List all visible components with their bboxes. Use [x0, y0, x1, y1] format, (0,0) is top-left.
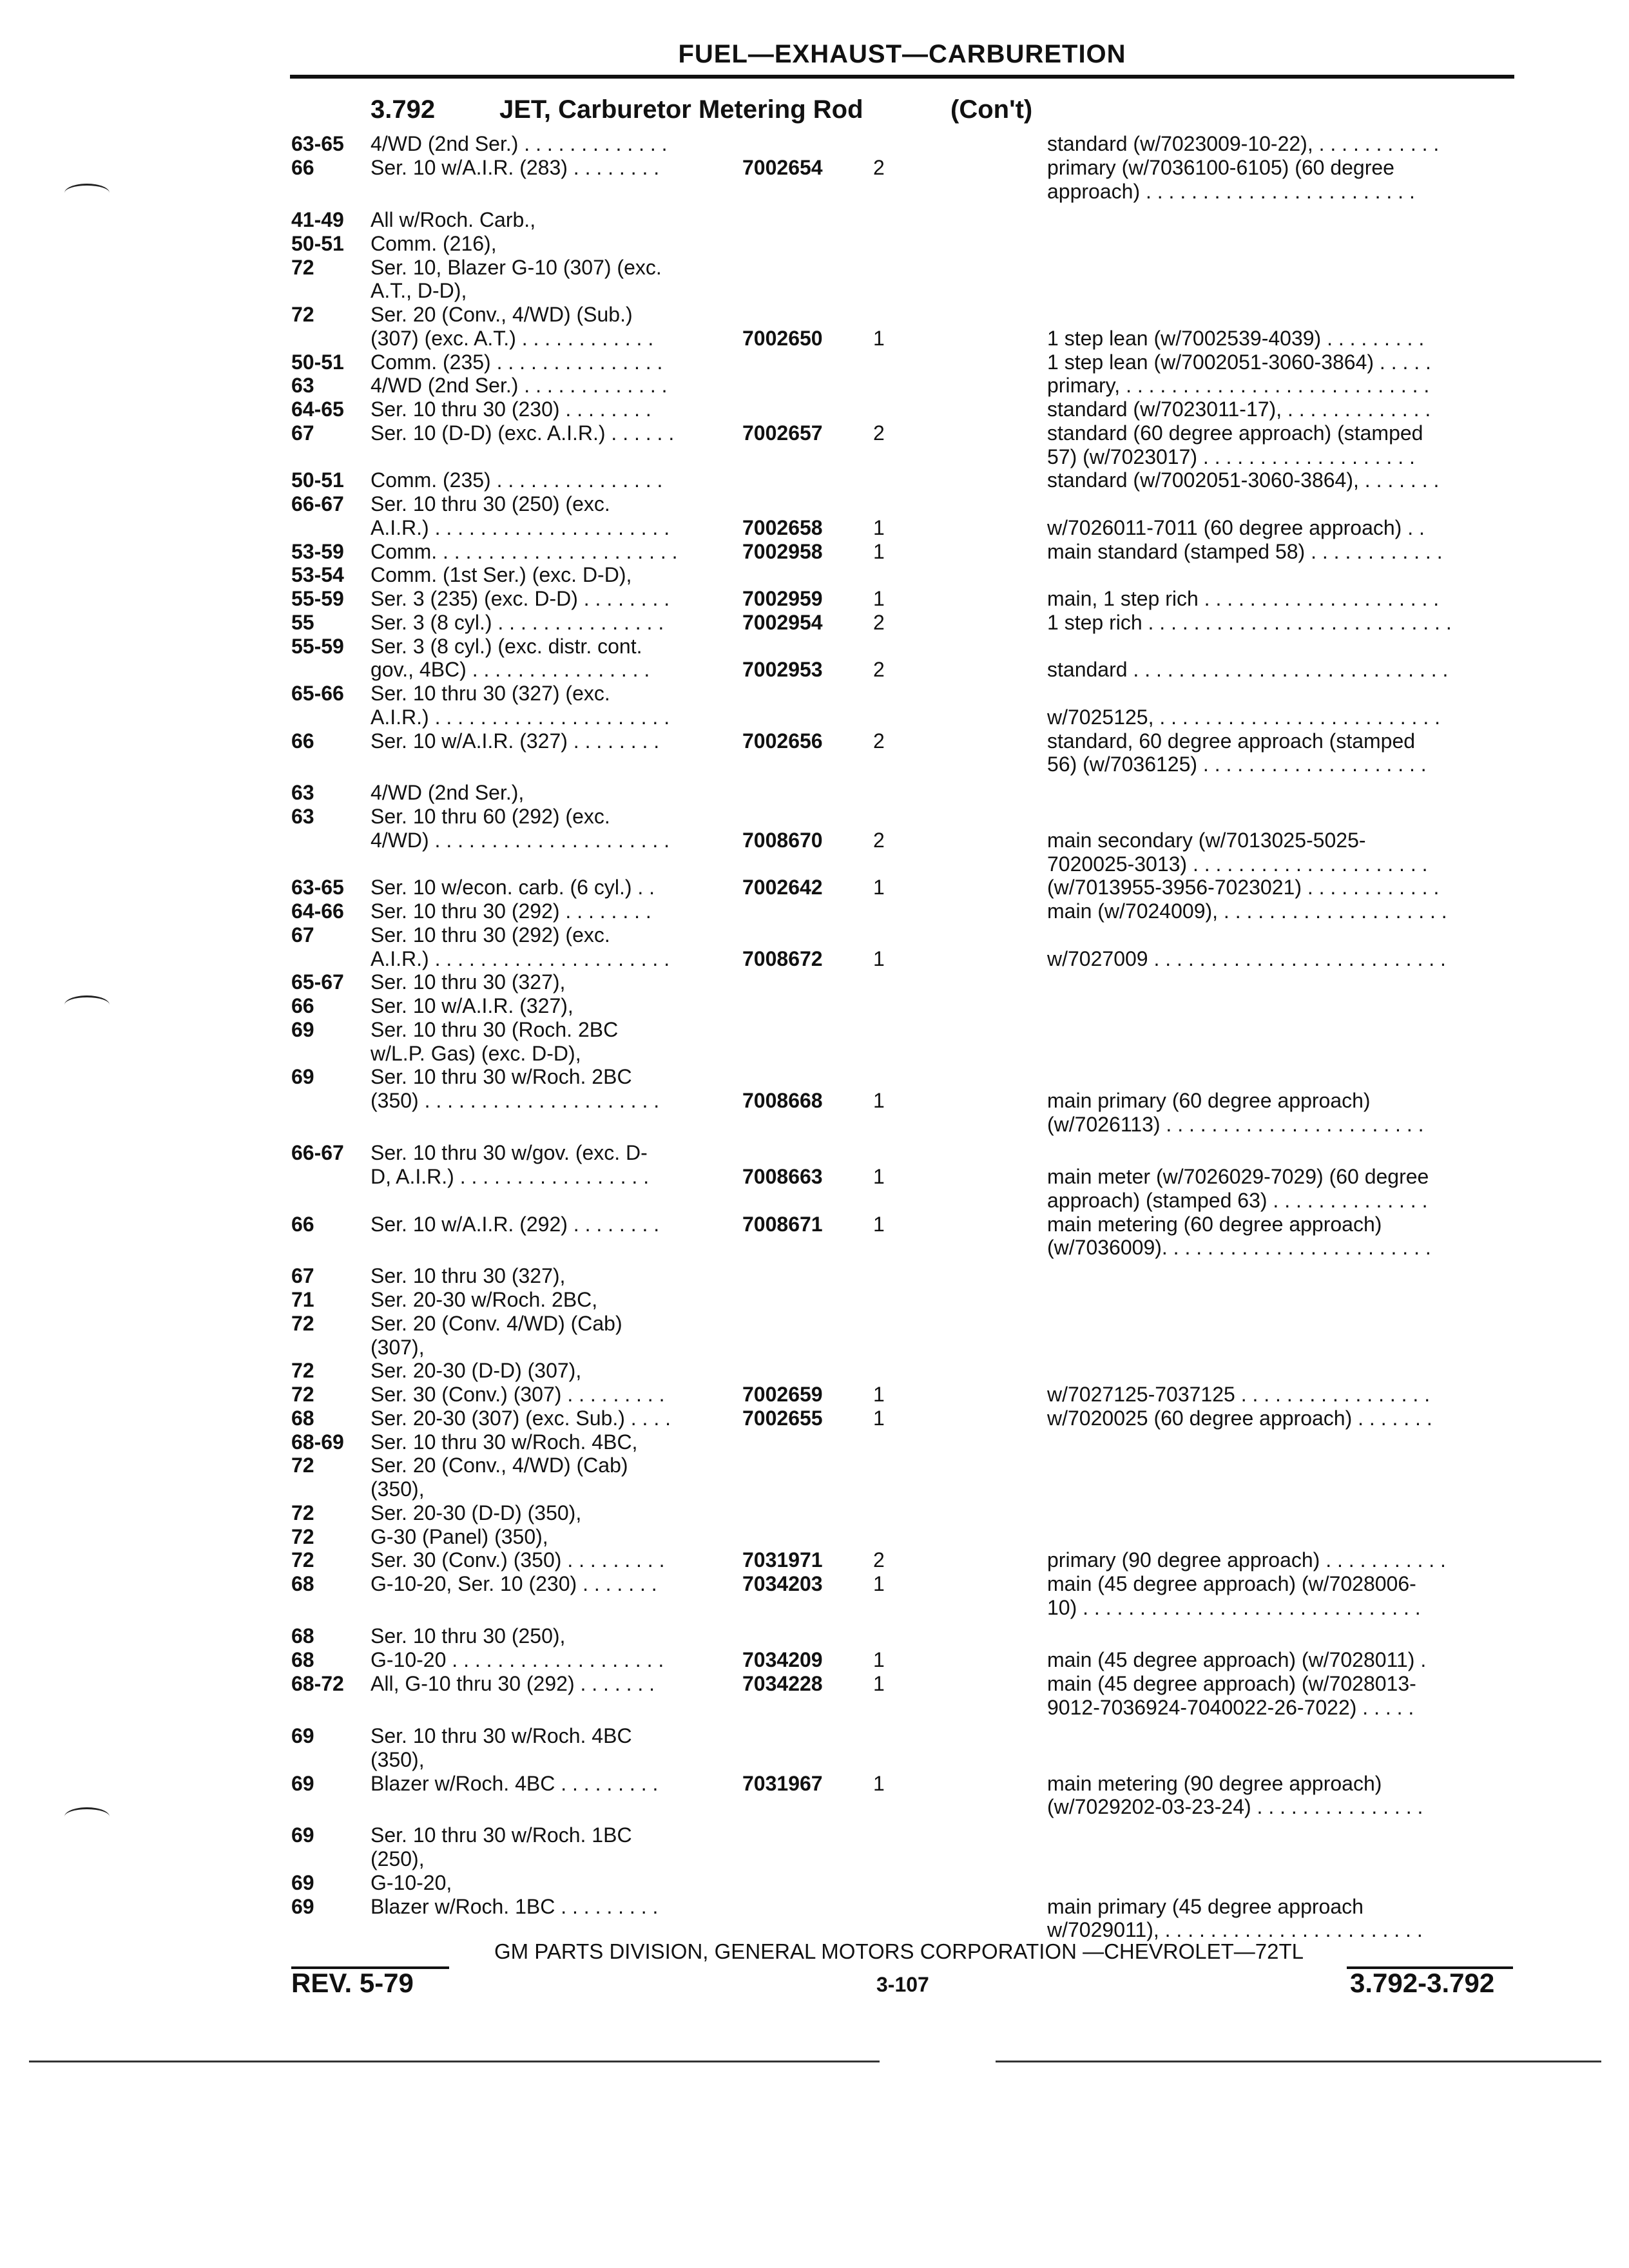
row-description: Ser. 3 (235) (exc. D-D) . . . . . . . . [371, 587, 670, 610]
row-description: Ser. 20-30 w/Roch. 2BC, [371, 1288, 598, 1311]
row-year: 63-65 [291, 876, 344, 899]
row-year: 66-67 [291, 492, 344, 515]
row-description: gov., 4BC) . . . . . . . . . . . . . . . . [371, 658, 650, 681]
row-part-number: 7002959 [742, 587, 823, 610]
row-quantity: 1 [873, 1648, 885, 1671]
row-description: Ser. 10 thru 30 w/Roch. 1BC [371, 1823, 632, 1847]
row-note: (w/7036009). . . . . . . . . . . . . . . . . . . . . . . . [1047, 1236, 1431, 1259]
row-description: Ser. 20-30 (307) (exc. Sub.) . . . . [371, 1407, 671, 1430]
row-note: primary (w/7036100-6105) (60 degree [1047, 156, 1394, 179]
row-year: 66-67 [291, 1141, 344, 1164]
row-quantity: 2 [873, 156, 885, 179]
row-description: Ser. 10 thru 30 w/Roch. 4BC [371, 1724, 632, 1747]
row-year: 63 [291, 805, 314, 828]
row-year: 63 [291, 781, 314, 804]
row-year: 69 [291, 1772, 314, 1795]
row-description: G-10-20, Ser. 10 (230) . . . . . . . [371, 1572, 657, 1595]
row-description: Ser. 30 (Conv.) (307) . . . . . . . . . [371, 1383, 665, 1406]
row-description: Ser. 10 thru 30 (327) (exc. [371, 682, 610, 705]
row-note: primary (90 degree approach) . . . . . . . . . . . [1047, 1548, 1446, 1571]
row-note: (w/7013955-3956-7023021) . . . . . . . . . . . . [1047, 876, 1440, 899]
row-description: 4/WD (2nd Ser.) . . . . . . . . . . . . . [371, 374, 668, 397]
footer-revision: REV. 5-79 [291, 1968, 414, 1998]
punch-hole-mark [64, 184, 110, 202]
row-part-number: 7008663 [742, 1165, 823, 1188]
row-note: w/7027125-7037125 . . . . . . . . . . . . . . . . . [1047, 1383, 1431, 1406]
row-description: Blazer w/Roch. 1BC . . . . . . . . . [371, 1895, 659, 1918]
row-part-number: 7031967 [742, 1772, 823, 1795]
row-note: approach) . . . . . . . . . . . . . . . . . . . . . . . . [1047, 180, 1415, 203]
row-quantity: 2 [873, 611, 885, 634]
row-year: 72 [291, 1501, 314, 1524]
row-note: w/7025125, . . . . . . . . . . . . . . . . . . . . . . . . . [1047, 706, 1440, 729]
row-description: D, A.I.R.) . . . . . . . . . . . . . . . . . [371, 1165, 650, 1188]
row-note: standard (w/7023011-17), . . . . . . . . . . . . . [1047, 398, 1431, 421]
row-description: 4/WD) . . . . . . . . . . . . . . . . . . . . . [371, 829, 670, 852]
row-note: standard, 60 degree approach (stamped [1047, 729, 1416, 753]
row-description: Ser. 10 thru 30 w/Roch. 2BC [371, 1065, 632, 1088]
row-year: 66 [291, 994, 314, 1017]
row-note: main meter (w/7026029-7029) (60 degree [1047, 1165, 1429, 1188]
row-year: 72 [291, 1312, 314, 1335]
footer-page-number: 3-107 [876, 1973, 929, 1996]
row-description: A.I.R.) . . . . . . . . . . . . . . . . . . . . . [371, 516, 670, 539]
row-year: 72 [291, 1525, 314, 1548]
row-part-number: 7002954 [742, 611, 823, 634]
row-note: (w/7029202-03-23-24) . . . . . . . . . . . . . . . [1047, 1795, 1423, 1818]
row-year: 65-66 [291, 682, 344, 705]
row-year: 66 [291, 729, 314, 753]
row-year: 64-65 [291, 398, 344, 421]
section-title: JET, Carburetor Metering Rod [499, 95, 863, 124]
row-quantity: 1 [873, 1165, 885, 1188]
row-note: 9012-7036924-7040022-26-7022) . . . . . [1047, 1696, 1414, 1719]
row-year: 68 [291, 1624, 314, 1648]
row-description: (307), [371, 1336, 425, 1359]
row-quantity: 1 [873, 327, 885, 350]
row-description: Ser. 10 thru 30 (327), [371, 1264, 566, 1287]
row-year: 53-54 [291, 563, 344, 586]
row-year: 63-65 [291, 132, 344, 155]
row-note: standard (60 degree approach) (stamped [1047, 421, 1423, 445]
row-quantity: 1 [873, 1213, 885, 1236]
row-part-number: 7002650 [742, 327, 823, 350]
row-year: 69 [291, 1724, 314, 1747]
row-description: Ser. 10 w/A.I.R. (292) . . . . . . . . [371, 1213, 660, 1236]
row-year: 53-59 [291, 540, 344, 563]
row-note: standard . . . . . . . . . . . . . . . . . . . . . . . . . . . . [1047, 658, 1449, 681]
row-part-number: 7034203 [742, 1572, 823, 1595]
row-description: Ser. 10 w/A.I.R. (327), [371, 994, 574, 1017]
row-part-number: 7034228 [742, 1672, 823, 1695]
row-year: 50-51 [291, 232, 344, 255]
row-description: Ser. 10 thru 30 (292) (exc. [371, 923, 610, 947]
row-quantity: 1 [873, 540, 885, 563]
row-description: w/L.P. Gas) (exc. D-D), [371, 1042, 581, 1065]
row-year: 72 [291, 1548, 314, 1571]
row-note: main standard (stamped 58) . . . . . . . . . . . . [1047, 540, 1443, 563]
row-description: Blazer w/Roch. 4BC . . . . . . . . . [371, 1772, 659, 1795]
row-year: 72 [291, 1383, 314, 1406]
row-note: approach) (stamped 63) . . . . . . . . . . . . . . [1047, 1189, 1428, 1212]
row-description: Ser. 10 thru 30 (250) (exc. [371, 492, 610, 515]
row-year: 68 [291, 1572, 314, 1595]
row-quantity: 1 [873, 1089, 885, 1112]
row-note: main metering (90 degree approach) [1047, 1772, 1382, 1795]
row-description: Ser. 10 (D-D) (exc. A.I.R.) . . . . . . [371, 421, 675, 445]
row-year: 55 [291, 611, 314, 634]
row-part-number: 7002654 [742, 156, 823, 179]
row-description: (350), [371, 1748, 425, 1771]
row-part-number: 7002642 [742, 876, 823, 899]
row-part-number: 7008671 [742, 1213, 823, 1236]
row-year: 68-72 [291, 1672, 344, 1695]
row-note: standard (w/7023009-10-22), . . . . . . . . . . . [1047, 132, 1440, 155]
row-year: 41-49 [291, 208, 344, 231]
row-note: main (45 degree approach) (w/7028013- [1047, 1672, 1416, 1695]
row-part-number: 7008668 [742, 1089, 823, 1112]
row-quantity: 1 [873, 1383, 885, 1406]
row-description: 4/WD (2nd Ser.) . . . . . . . . . . . . . [371, 132, 668, 155]
row-year: 67 [291, 923, 314, 947]
row-quantity: 1 [873, 1672, 885, 1695]
row-year: 69 [291, 1823, 314, 1847]
row-quantity: 1 [873, 947, 885, 970]
row-note: main secondary (w/7013025-5025- [1047, 829, 1366, 852]
row-description: A.T., D-D), [371, 279, 467, 302]
row-year: 68-69 [291, 1430, 344, 1454]
row-description: Ser. 10, Blazer G-10 (307) (exc. [371, 256, 662, 279]
row-description: G-30 (Panel) (350), [371, 1525, 548, 1548]
row-quantity: 1 [873, 1572, 885, 1595]
row-year: 64-66 [291, 899, 344, 923]
row-part-number: 7008670 [742, 829, 823, 852]
row-description: Ser. 20 (Conv., 4/WD) (Cab) [371, 1454, 628, 1477]
row-note: 56) (w/7036125) . . . . . . . . . . . . . . . . . . . . [1047, 753, 1427, 776]
row-description: Comm. . . . . . . . . . . . . . . . . . . . . . [371, 540, 678, 563]
section-continued: (Con't) [950, 95, 1033, 124]
row-description: G-10-20 . . . . . . . . . . . . . . . . . . . [371, 1648, 664, 1671]
row-description: Comm. (235) . . . . . . . . . . . . . . . [371, 468, 663, 492]
row-quantity: 2 [873, 658, 885, 681]
row-note: main primary (60 degree approach) [1047, 1089, 1371, 1112]
row-part-number: 7008672 [742, 947, 823, 970]
row-note: (w/7026113) . . . . . . . . . . . . . . . . . . . . . . . [1047, 1113, 1424, 1136]
row-note: main, 1 step rich . . . . . . . . . . . . . . . . . . . . . [1047, 587, 1440, 610]
row-description: Ser. 10 w/econ. carb. (6 cyl.) . . [371, 876, 655, 899]
row-note: main metering (60 degree approach) [1047, 1213, 1382, 1236]
row-description: 4/WD (2nd Ser.), [371, 781, 525, 804]
row-part-number: 7031971 [742, 1548, 823, 1571]
row-note: w/7026011-7011 (60 degree approach) . . [1047, 516, 1425, 539]
row-part-number: 7002656 [742, 729, 823, 753]
row-year: 55-59 [291, 587, 344, 610]
punch-hole-mark [64, 995, 110, 1014]
row-description: Ser. 10 w/A.I.R. (327) . . . . . . . . [371, 729, 660, 753]
bottom-rule [996, 2061, 1601, 2062]
row-year: 63 [291, 374, 314, 397]
row-description: Ser. 3 (8 cyl.) . . . . . . . . . . . . . . . [371, 611, 664, 634]
page-header-title: FUEL—EXHAUST—CARBURETION [678, 40, 1126, 68]
row-note: w/7027009 . . . . . . . . . . . . . . . . . . . . . . . . . . [1047, 947, 1446, 970]
row-description: Ser. 10 thru 30 w/gov. (exc. D- [371, 1141, 648, 1164]
row-description: Ser. 30 (Conv.) (350) . . . . . . . . . [371, 1548, 665, 1571]
row-part-number: 7002953 [742, 658, 823, 681]
row-description: Ser. 10 thru 30 (230) . . . . . . . . [371, 398, 651, 421]
row-note: 1 step lean (w/7002051-3060-3864) . . . . . [1047, 351, 1431, 374]
row-description: Ser. 10 thru 30 (250), [371, 1624, 566, 1648]
row-description: Comm. (235) . . . . . . . . . . . . . . . [371, 351, 663, 374]
row-quantity: 1 [873, 587, 885, 610]
row-note: w/7029011), . . . . . . . . . . . . . . . . . . . . . . . [1047, 1918, 1423, 1941]
punch-hole-mark [64, 1807, 110, 1826]
row-description: Ser. 20-30 (D-D) (307), [371, 1359, 582, 1382]
row-description: Ser. 10 thru 30 (Roch. 2BC [371, 1018, 619, 1041]
row-year: 68 [291, 1648, 314, 1671]
row-description: Ser. 10 thru 30 (292) . . . . . . . . [371, 899, 651, 923]
row-quantity: 2 [873, 829, 885, 852]
row-quantity: 1 [873, 1407, 885, 1430]
row-description: Ser. 10 thru 30 (327), [371, 970, 566, 994]
row-description: Comm. (1st Ser.) (exc. D-D), [371, 563, 632, 586]
row-description: Comm. (216), [371, 232, 497, 255]
row-note: main primary (45 degree approach [1047, 1895, 1364, 1918]
row-description: All w/Roch. Carb., [371, 208, 536, 231]
row-part-number: 7002657 [742, 421, 823, 445]
row-year: 66 [291, 1213, 314, 1236]
row-part-number: 7034209 [742, 1648, 823, 1671]
row-quantity: 2 [873, 421, 885, 445]
row-year: 66 [291, 156, 314, 179]
row-description: (350) . . . . . . . . . . . . . . . . . . . . . [371, 1089, 660, 1112]
bottom-rule [29, 2061, 880, 2062]
row-description: Ser. 20 (Conv., 4/WD) (Sub.) [371, 303, 633, 326]
row-quantity: 1 [873, 516, 885, 539]
row-quantity: 2 [873, 1548, 885, 1571]
section-number: 3.792 [371, 95, 436, 124]
row-year: 69 [291, 1895, 314, 1918]
row-description: (307) (exc. A.T.) . . . . . . . . . . . . [371, 327, 654, 350]
row-quantity: 1 [873, 1772, 885, 1795]
row-year: 50-51 [291, 351, 344, 374]
footer-publisher: GM PARTS DIVISION, GENERAL MOTORS CORPORATION —CHEVROLET—72TL [494, 1939, 1304, 1963]
row-description: A.I.R.) . . . . . . . . . . . . . . . . . . . . . [371, 947, 670, 970]
row-year: 50-51 [291, 468, 344, 492]
row-description: Ser. 3 (8 cyl.) (exc. distr. cont. [371, 635, 642, 658]
row-description: Ser. 10 thru 60 (292) (exc. [371, 805, 610, 828]
row-description: Ser. 10 thru 30 w/Roch. 4BC, [371, 1430, 638, 1454]
row-year: 67 [291, 1264, 314, 1287]
row-year: 72 [291, 303, 314, 326]
row-year: 65-67 [291, 970, 344, 994]
row-note: standard (w/7002051-3060-3864), . . . . . . . [1047, 468, 1440, 492]
row-description: All, G-10 thru 30 (292) . . . . . . . [371, 1672, 655, 1695]
row-description: G-10-20, [371, 1871, 452, 1894]
row-note: main (w/7024009), . . . . . . . . . . . . . . . . . . . . [1047, 899, 1447, 923]
row-year: 69 [291, 1065, 314, 1088]
row-note: 57) (w/7023017) . . . . . . . . . . . . . . . . . . . [1047, 445, 1415, 468]
row-part-number: 7002958 [742, 540, 823, 563]
row-note: w/7020025 (60 degree approach) . . . . . . . [1047, 1407, 1432, 1430]
row-year: 71 [291, 1288, 314, 1311]
row-description: (350), [371, 1477, 425, 1501]
row-description: Ser. 10 w/A.I.R. (283) . . . . . . . . [371, 156, 660, 179]
row-year: 72 [291, 256, 314, 279]
row-description: (250), [371, 1847, 425, 1870]
row-note: primary, . . . . . . . . . . . . . . . . . . . . . . . . . . . [1047, 374, 1430, 397]
row-note: 1 step rich . . . . . . . . . . . . . . . . . . . . . . . . . . . [1047, 611, 1452, 634]
footer-section-range: 3.792-3.792 [1350, 1968, 1495, 1998]
row-part-number: 7002658 [742, 516, 823, 539]
row-note: main (45 degree approach) (w/7028011) . [1047, 1648, 1427, 1671]
row-part-number: 7002655 [742, 1407, 823, 1430]
row-description: A.I.R.) . . . . . . . . . . . . . . . . . . . . . [371, 706, 670, 729]
row-year: 69 [291, 1018, 314, 1041]
row-quantity: 2 [873, 729, 885, 753]
row-description: Ser. 20-30 (D-D) (350), [371, 1501, 582, 1524]
row-note: 7020025-3013) . . . . . . . . . . . . . . . . . . . . . [1047, 852, 1428, 876]
row-year: 55-59 [291, 635, 344, 658]
row-year: 72 [291, 1454, 314, 1477]
row-quantity: 1 [873, 876, 885, 899]
row-note: 1 step lean (w/7002539-4039) . . . . . . . . . [1047, 327, 1425, 350]
row-description: Ser. 20 (Conv. 4/WD) (Cab) [371, 1312, 622, 1335]
row-year: 72 [291, 1359, 314, 1382]
row-note: 10) . . . . . . . . . . . . . . . . . . . . . . . . . . . . . . [1047, 1596, 1421, 1619]
row-part-number: 7002659 [742, 1383, 823, 1406]
row-year: 68 [291, 1407, 314, 1430]
row-note: main (45 degree approach) (w/7028006- [1047, 1572, 1416, 1595]
row-year: 69 [291, 1871, 314, 1894]
row-year: 67 [291, 421, 314, 445]
